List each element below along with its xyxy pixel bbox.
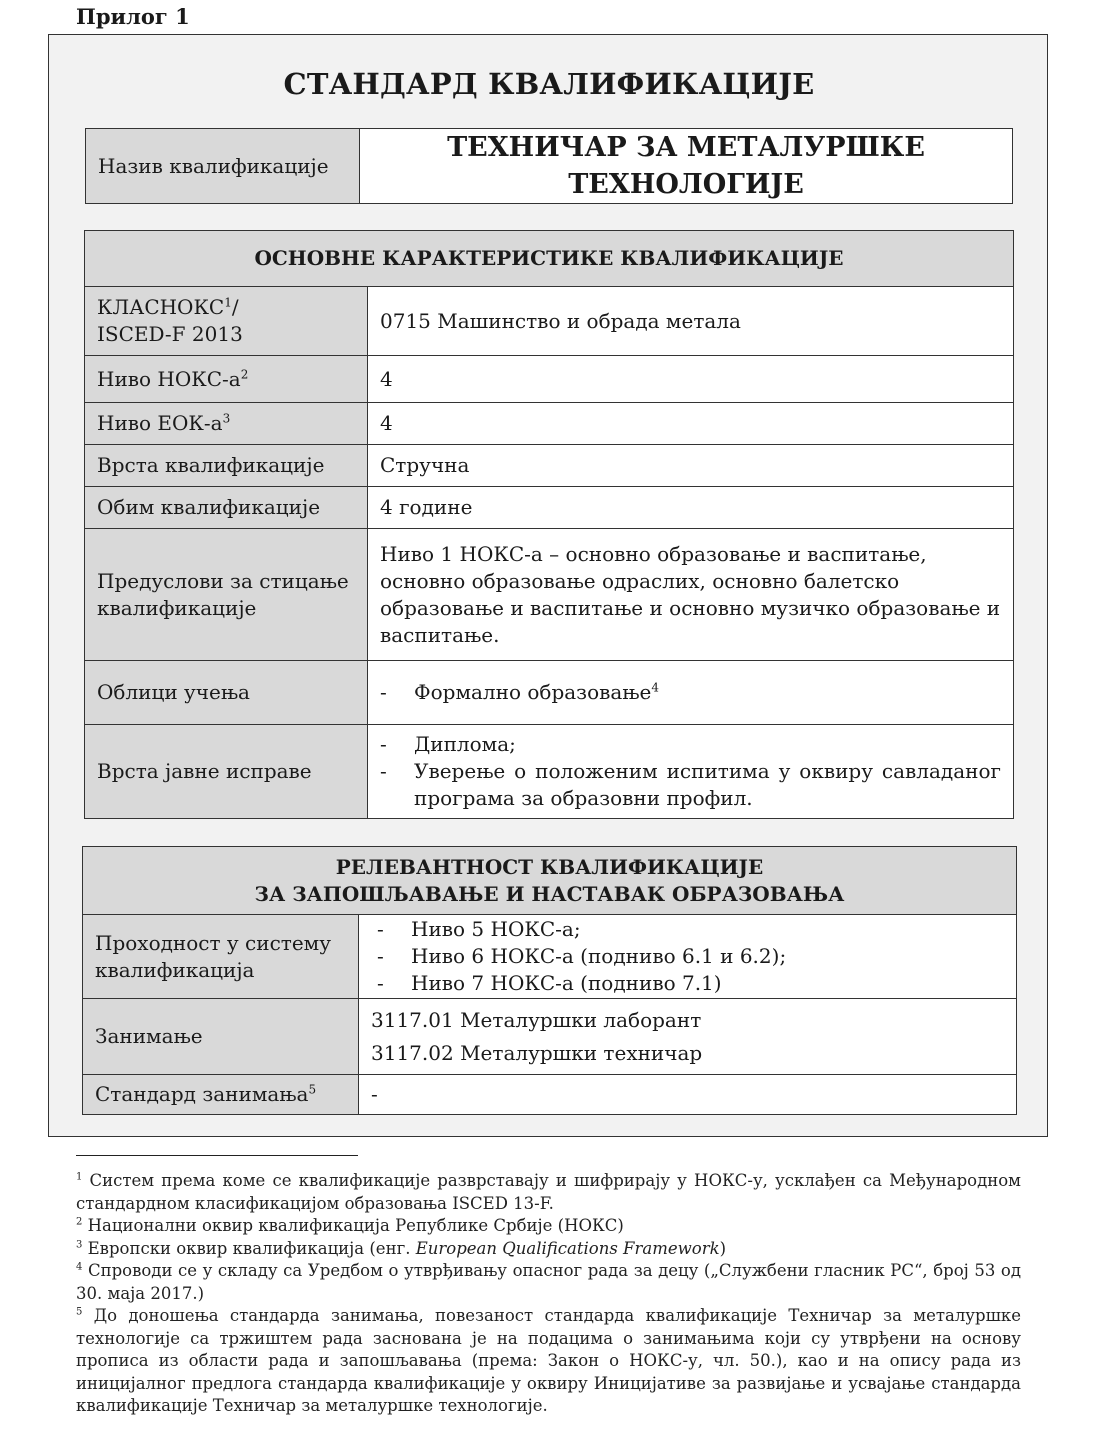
qualification-name-line-1: ТЕХНИЧАР ЗА МЕТАЛУРШКЕ (447, 132, 925, 163)
occupation-standard-label: Стандард занимања$^5$ (83, 1075, 359, 1115)
eok-level-label: Ниво ЕОК-$а^3$ (85, 403, 368, 445)
list-item: - Диплома; (380, 732, 516, 756)
qualification-name-value (360, 129, 1013, 204)
footnote-divider (76, 1155, 358, 1156)
occupation-value (359, 999, 1017, 1075)
klasnoks-label: КЛАСНОКС$^1$/ ISCED-F 2013 (85, 287, 368, 356)
document-title: СТАНДАРД КВАЛИФИКАЦИЈЕ (283, 67, 815, 101)
progression-value (359, 915, 1017, 999)
occupation-standard-value: - (359, 1075, 1017, 1115)
klasnoks-value: 0715 Машинство и обрада метала (368, 287, 1014, 356)
occupation-label: Занимање (83, 999, 359, 1075)
prerequisites-value: Ниво 1 НОКС-а – основно образовање и васпитање, основно образовање одраслих, основно балетско образовање и васпитање и основно музичко образовање и васпитање. (368, 529, 1014, 661)
qualification-type-label: Врста квалификације (85, 445, 368, 487)
footnote-2: $^2$ Национални оквир квалификација Републике Србије (НОКС) (76, 1216, 624, 1235)
eok-level-value: 4 (368, 403, 1014, 445)
noks-level-label: Ниво НОКС-$а^2$ (85, 356, 368, 403)
basic-characteristics-header: ОСНОВНЕ КАРАКТЕРИСТИКЕ КВАЛИФИКАЦИЈЕ (85, 231, 1014, 287)
relevance-header: РЕЛЕВАНТНОСТ КВАЛИФИКАЦИЈЕ ЗА ЗАПОШЉАВАЊЕ И НАСТАВАК ОБРАЗОВАЊА (83, 847, 1017, 915)
public-document-value (368, 725, 1014, 819)
qualification-name-table (85, 128, 1013, 204)
noks-level-value: 4 (368, 356, 1014, 403)
list-item: 3117.02 Металуршки техничар (371, 1040, 703, 1065)
qualification-standard-frame (48, 34, 1048, 1137)
footnotes (76, 1170, 1021, 1418)
list-item: - Ниво 5 НОКС-а; (377, 917, 581, 941)
qualification-scope-value: 4 године (368, 487, 1014, 529)
list-item: - Ниво 6 НОКС-а (подниво 6.1 и 6.2); (377, 944, 787, 968)
list-item: 3117.01 Металуршки лаборант (371, 1007, 702, 1032)
qualification-scope-label: Обим квалификације (85, 487, 368, 529)
qualification-name-line-2: ТЕХНОЛОГИЈЕ (568, 169, 804, 200)
qualification-type-value: Стручна (368, 445, 1014, 487)
qualification-name-label: Назив квалификације (86, 129, 360, 204)
footnote-1: $^1$ Систем према коме се квалификације разврставају и шифрирају у НОКС-у, усклађен са Међународном стандардном класификацијом образовања ISCED 13-F. (76, 1171, 1022, 1213)
footnote-5: $^5$ До доношења стандарда занимања, повезаност стандарда квалификације Техничар за металуршке технологије са тржиштем рада заснована је на подацима о занимањима који су утврђени на основу прописа из области рада и запошљавања (према: Закон о НОКС-у, чл. 50.), као и на опису рада из иницијалног предлога стандарда квалификације у оквиру Иницијативе за развијање и усвајање стандарда квалификације Техничар за металуршке технологије. (76, 1306, 1021, 1415)
list-item: - Уверење о положеним испитима у оквиру савладаног програма за образовни профил. (380, 759, 1001, 810)
list-item: - Ниво 7 НОКС-а (подниво 7.1) (377, 971, 722, 995)
prerequisites-label: Предуслови за стицање квалификације (85, 529, 368, 661)
learning-forms-value: - Формално образовање$^4$ (368, 661, 1014, 725)
public-document-label: Врста јавне исправе (85, 725, 368, 819)
annex-label: Прилог 1 (76, 4, 190, 29)
footnote-3: $^3$ Европски оквир квалификација (енг. European Qualifications Framework) (76, 1238, 727, 1258)
basic-characteristics-table (84, 230, 1014, 819)
learning-forms-label: Облици учења (85, 661, 368, 725)
relevance-table (82, 846, 1017, 1115)
progression-label: Проходност у систему квалификација (83, 915, 359, 999)
footnote-4: $^4$ Спроводи се у складу са Уредбом о утврђивању опасног рада за децу („Службени гласник РС“, број 53 од 30. маја 2017.) (76, 1261, 1022, 1303)
